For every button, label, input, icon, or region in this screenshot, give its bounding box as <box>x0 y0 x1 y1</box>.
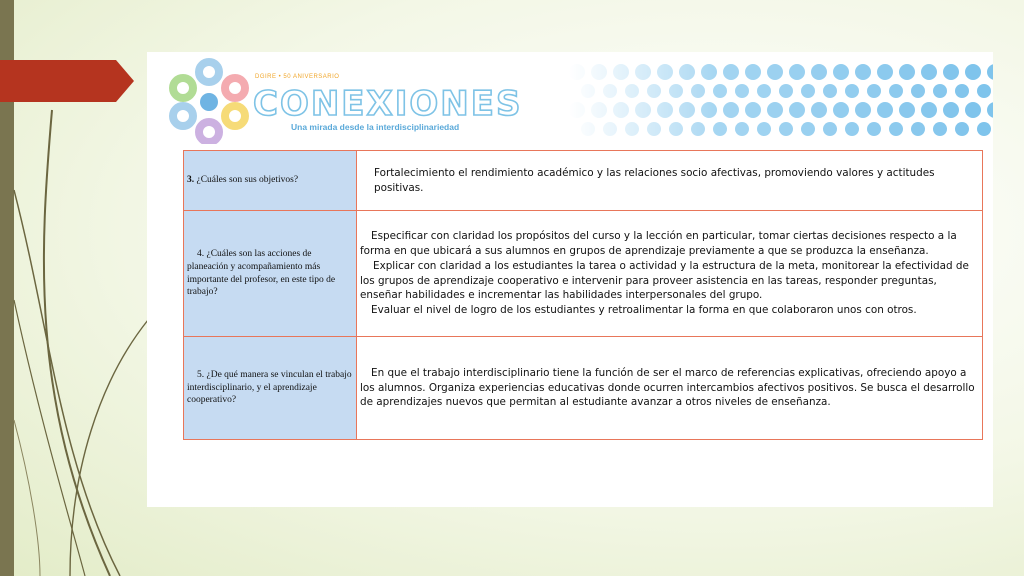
question-cell <box>184 211 357 337</box>
qa-table <box>183 150 983 440</box>
question-cell <box>184 151 357 211</box>
question-text: ¿De qué manera se vinculan el trabajo interdisciplinario, y el aprendizaje cooperativo? <box>187 369 352 406</box>
question-number: 5. <box>197 369 205 380</box>
logo-mark-icon <box>169 58 249 144</box>
table-row <box>184 337 983 440</box>
logo-subtitle: Una mirada desde la interdisciplinariedad <box>291 122 460 132</box>
answer-paragraph: Explicar con claridad a los estudiantes la tarea o actividad y la estructura de la meta, monitorear la efectividad de los grupos de aprendizaje cooperativo e intervenir para proveer asistencia en las tareas, responder preguntas, enseñar habilidades e incrementar las habilidades interpersonales del grupo. <box>360 259 969 302</box>
table-row <box>184 211 983 337</box>
question-cell <box>184 337 357 440</box>
answer-cell <box>357 211 983 337</box>
table-row <box>184 151 983 211</box>
answer-cell <box>357 151 983 211</box>
answer-cell <box>357 337 983 440</box>
answer-paragraph: Evaluar el nivel de logro de los estudiantes y retroalimentar la forma en que colaboraron unos con otros. <box>371 304 917 317</box>
slide-panel <box>147 52 993 507</box>
question-number: 3. <box>187 175 195 186</box>
question-text: ¿Cuáles son las acciones de planeación y acompañamiento más importante del profesor, en este tipo de trabajo? <box>187 248 336 298</box>
header-dot-pattern <box>569 62 993 142</box>
red-title-tab <box>0 60 134 102</box>
question-text: ¿Cuáles son sus objetivos? <box>196 175 299 186</box>
logo-brand-text: CONEXIONES <box>253 84 523 124</box>
answer-paragraph: En que el trabajo interdisciplinario tiene la función de ser el marco de referencias explicativas, ofreciendo apoyo a los alumnos. Organiza experiencias educativas donde ocurren intercambios afectivos positivos. Se busca el desarrollo de aprendizajes nuevos que permitan al estudiante avanzar a otros niveles de enseñanza. <box>360 366 975 409</box>
conexiones-logo <box>169 58 523 144</box>
answer-paragraph: Especificar con claridad los propósitos del curso y la lección en particular, tomar ciertas decisiones respecto a la forma en que ubicará a sus alumnos en grupos de aprendizaje previamente a que se produzca la enseñanza. <box>360 230 957 257</box>
answer-paragraph: Fortalecimiento el rendimiento académico y las relaciones socio afectivas, promoviendo valores y actitudes positivas. <box>374 166 935 194</box>
question-number: 4. <box>197 248 205 259</box>
logo-top-text: DGIRE • 50 ANIVERSARIO <box>255 74 340 80</box>
